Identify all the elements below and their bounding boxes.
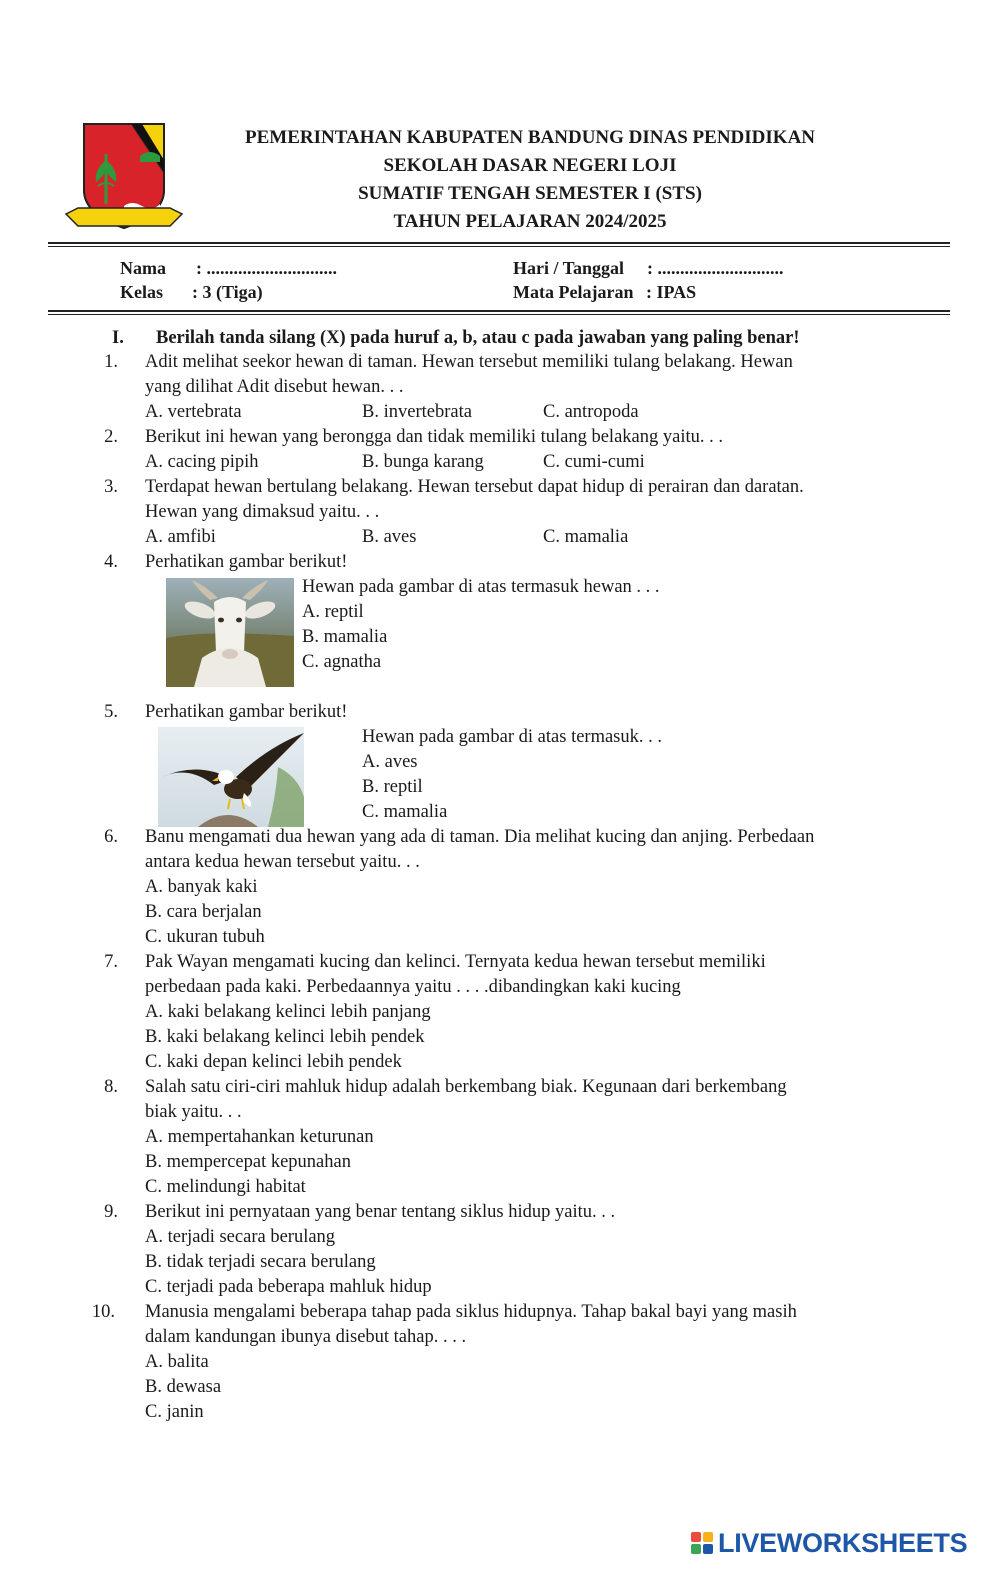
hari-tanggal-field	[513, 256, 784, 280]
header-government: PEMERINTAHAN KABUPATEN BANDUNG DINAS PENDIDIKAN	[244, 127, 816, 148]
nama-value: : .............................	[196, 258, 337, 278]
option-c[interactable]: C. mamalia	[543, 527, 629, 547]
question-text: Hewan yang dimaksud yaitu. . .	[145, 502, 380, 522]
nama-label: Nama	[120, 258, 166, 278]
goat-image	[166, 578, 294, 687]
option-c[interactable]: C. antropoda	[543, 402, 639, 422]
option-c[interactable]: C. janin	[145, 1402, 204, 1422]
option-a[interactable]: A. mempertahankan keturunan	[145, 1127, 374, 1147]
header-year: TAHUN PELAJARAN 2024/2025	[393, 211, 667, 232]
option-b[interactable]: B. dewasa	[145, 1377, 222, 1397]
option-a[interactable]: A. aves	[362, 752, 418, 772]
option-c[interactable]: C. melindungi habitat	[145, 1177, 306, 1197]
option-b[interactable]: B. kaki belakang kelinci lebih pendek	[145, 1027, 425, 1047]
question-number: 2.	[104, 427, 118, 447]
option-a[interactable]: A. reptil	[302, 602, 364, 622]
header-exam: SUMATIF TENGAH SEMESTER I (STS)	[358, 183, 702, 204]
question-number: 7.	[104, 952, 118, 972]
hari-label: Hari / Tanggal	[513, 258, 625, 278]
mapel-label: Mata Pelajaran	[513, 282, 634, 302]
question-text: dalam kandungan ibunya disebut tahap. . . .	[145, 1327, 467, 1347]
question-text: Perhatikan gambar berikut!	[145, 702, 348, 722]
option-b[interactable]: B. bunga karang	[362, 452, 484, 472]
question-text: biak yaitu. . .	[145, 1102, 242, 1122]
option-b[interactable]: B. aves	[362, 527, 417, 547]
option-b[interactable]: B. reptil	[362, 777, 423, 797]
kelas-field	[120, 280, 263, 304]
liveworksheets-logo-icon	[690, 1531, 714, 1555]
question-text: Pak Wayan mengamati kucing dan kelinci. Ternyata kedua hewan tersebut memiliki	[145, 952, 766, 972]
question-number: 3.	[104, 477, 118, 497]
option-b[interactable]: B. mamalia	[302, 627, 388, 647]
question-text: perbedaan pada kaki. Perbedaannya yaitu . . . .dibandingkan kaki kucing	[145, 977, 681, 997]
question-number: 9.	[104, 1202, 118, 1222]
eagle-image	[158, 727, 304, 827]
kelas-label: Kelas	[120, 282, 163, 302]
nama-field	[120, 256, 337, 280]
question-stem: Hewan pada gambar di atas termasuk hewan . . .	[302, 577, 660, 597]
question-text: Salah satu ciri-ciri mahluk hidup adalah berkembang biak. Kegunaan dari berkembang	[145, 1077, 787, 1097]
info-divider	[48, 310, 950, 315]
question-number: 4.	[104, 552, 118, 572]
liveworksheets-watermark	[690, 1528, 967, 1558]
option-a[interactable]: A. banyak kaki	[145, 877, 258, 897]
question-text: Berikut ini hewan yang berongga dan tidak memiliki tulang belakang yaitu. . .	[145, 427, 723, 447]
option-a[interactable]: A. vertebrata	[145, 402, 242, 422]
option-c[interactable]: C. mamalia	[362, 802, 448, 822]
question-stem: Hewan pada gambar di atas termasuk. . .	[362, 727, 663, 747]
hari-value: : ............................	[647, 258, 784, 278]
question-text: Berikut ini pernyataan yang benar tentang siklus hidup yaitu. . .	[145, 1202, 616, 1222]
kabupaten-bandung-logo	[62, 120, 186, 236]
watermark-text: LIVEWORKSHEETS	[718, 1527, 968, 1558]
option-a[interactable]: A. cacing pipih	[145, 452, 259, 472]
option-c[interactable]: C. cumi-cumi	[543, 452, 645, 472]
question-number: 6.	[104, 827, 118, 847]
question-number: 8.	[104, 1077, 118, 1097]
option-a[interactable]: A. balita	[145, 1352, 209, 1372]
option-a[interactable]: A. amfibi	[145, 527, 216, 547]
question-number: 10.	[91, 1302, 115, 1322]
school-header	[200, 124, 860, 236]
question-text: antara kedua hewan tersebut yaitu. . .	[145, 852, 420, 872]
question-text: yang dilihat Adit disebut hewan. . .	[145, 377, 404, 397]
option-a[interactable]: A. terjadi secara berulang	[145, 1227, 336, 1247]
question-text: Banu mengamati dua hewan yang ada di taman. Dia melihat kucing dan anjing. Perbedaan	[145, 827, 815, 847]
kelas-value: : 3 (Tiga)	[192, 282, 263, 302]
question-number: 1.	[104, 352, 118, 372]
option-a[interactable]: A. kaki belakang kelinci lebih panjang	[145, 1002, 431, 1022]
question-number: 5.	[104, 702, 118, 722]
header-school: SEKOLAH DASAR NEGERI LOJI	[383, 155, 677, 176]
question-text: Perhatikan gambar berikut!	[145, 552, 348, 572]
option-b[interactable]: B. tidak terjadi secara berulang	[145, 1252, 376, 1272]
option-c[interactable]: C. terjadi pada beberapa mahluk hidup	[145, 1277, 432, 1297]
option-b[interactable]: B. mempercepat kepunahan	[145, 1152, 351, 1172]
section-instruction	[112, 328, 800, 349]
mapel-value: : IPAS	[646, 282, 697, 302]
option-c[interactable]: C. kaki depan kelinci lebih pendek	[145, 1052, 402, 1072]
option-c[interactable]: C. agnatha	[302, 652, 382, 672]
mata-pelajaran-field	[513, 280, 696, 304]
section-instruction-text: Berilah tanda silang (X) pada huruf a, b, atau c pada jawaban yang paling benar!	[156, 328, 800, 348]
question-text: Adit melihat seekor hewan di taman. Hewan tersebut memiliki tulang belakang. Hewan	[145, 352, 793, 372]
question-text: Manusia mengalami beberapa tahap pada siklus hidupnya. Tahap bakal bayi yang masih	[145, 1302, 797, 1322]
option-b[interactable]: B. cara berjalan	[145, 902, 262, 922]
section-number: I.	[112, 328, 124, 348]
header-divider	[48, 242, 950, 247]
question-text: Terdapat hewan bertulang belakang. Hewan tersebut dapat hidup di perairan dan daratan.	[145, 477, 804, 497]
option-b[interactable]: B. invertebrata	[362, 402, 472, 422]
option-c[interactable]: C. ukuran tubuh	[145, 927, 265, 947]
